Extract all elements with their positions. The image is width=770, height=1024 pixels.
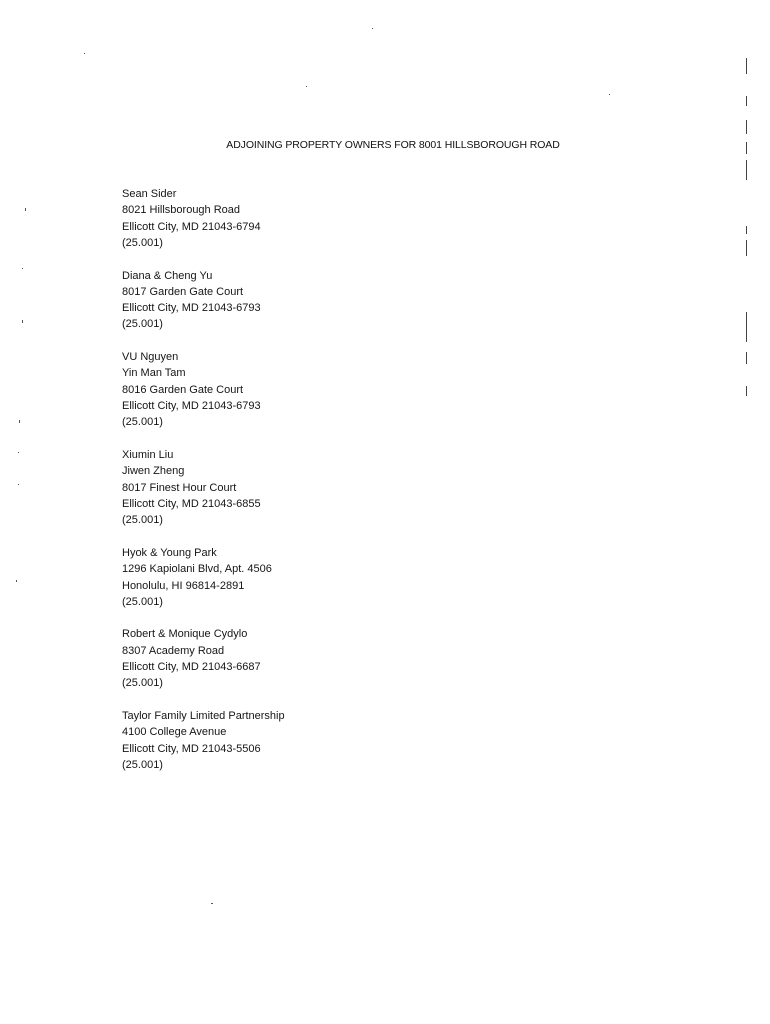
owner-parcel-ref: (25.001) (122, 677, 163, 690)
scan-edge-mark (746, 386, 747, 396)
owner-entry (122, 349, 442, 430)
scan-speck (84, 53, 85, 54)
owner-entry (122, 545, 442, 610)
owner-city-state-zip: Ellicott City, MD 21043-6794 (122, 220, 261, 233)
scan-edge-mark (746, 226, 747, 234)
owner-parcel-ref: (25.001) (122, 758, 163, 771)
owner-street: 4100 College Avenue (122, 726, 227, 739)
owner-street: 8307 Academy Road (122, 644, 225, 657)
scan-speck (211, 903, 213, 904)
owner-parcel-ref: (25.001) (122, 318, 163, 331)
scan-edge-mark (746, 240, 747, 256)
owner-name: Xiumin Liu (122, 449, 174, 462)
scan-speck (609, 94, 610, 95)
scan-speck (25, 208, 26, 211)
owner-street: 8017 Finest Hour Court (122, 481, 237, 494)
owner-city-state-zip: Ellicott City, MD 21043-6793 (122, 302, 261, 315)
scan-edge-mark (746, 352, 747, 364)
scan-edge-mark (746, 58, 747, 74)
scan-speck (18, 484, 19, 485)
scan-edge-mark (746, 96, 747, 106)
owner-name: Diana & Cheng Yu (122, 269, 213, 282)
owner-street: 8021 Hillsborough Road (122, 204, 241, 217)
owner-parcel-ref: (25.001) (122, 416, 163, 429)
owner-entry (122, 268, 442, 333)
owner-list (122, 186, 442, 790)
owner-street: 8017 Garden Gate Court (122, 285, 244, 298)
owner-parcel-ref: (25.001) (122, 514, 163, 527)
scan-edge-mark (746, 160, 747, 180)
owner-name: Taylor Family Limited Partnership (122, 710, 285, 723)
owner-entry (122, 447, 442, 528)
scan-speck (372, 28, 373, 29)
scan-speck (19, 420, 20, 423)
owner-name: Hyok & Young Park (122, 546, 217, 559)
scan-speck (306, 86, 307, 87)
scan-speck (22, 320, 23, 323)
owner-name: VU Nguyen (122, 351, 179, 364)
scan-speck (18, 452, 19, 453)
owner-city-state-zip: Ellicott City, MD 21043-6687 (122, 661, 261, 674)
owner-entry (122, 186, 442, 251)
owner-parcel-ref: (25.001) (122, 595, 163, 608)
owner-entry (122, 626, 442, 691)
scan-edge-mark (746, 312, 747, 342)
scan-edge-mark (746, 120, 747, 134)
owner-name-secondary: Jiwen Zheng (122, 465, 185, 478)
owner-street: 8016 Garden Gate Court (122, 383, 244, 396)
document-title: ADJOINING PROPERTY OWNERS FOR 8001 HILLSBOROUGH ROAD (226, 139, 560, 151)
owner-city-state-zip: Ellicott City, MD 21043-6855 (122, 497, 261, 510)
owner-parcel-ref: (25.001) (122, 236, 163, 249)
owner-entry (122, 708, 442, 773)
owner-name: Robert & Monique Cydylo (122, 628, 248, 641)
owner-city-state-zip: Honolulu, HI 96814-2891 (122, 579, 245, 592)
scan-speck (16, 580, 17, 582)
owner-name-secondary: Yin Man Tam (122, 367, 186, 380)
owner-city-state-zip: Ellicott City, MD 21043-6793 (122, 400, 261, 413)
owner-name: Sean Sider (122, 188, 177, 200)
owner-city-state-zip: Ellicott City, MD 21043-5506 (122, 742, 261, 755)
owner-street: 1296 Kapiolani Blvd, Apt. 4506 (122, 563, 272, 576)
scan-speck (22, 268, 23, 269)
